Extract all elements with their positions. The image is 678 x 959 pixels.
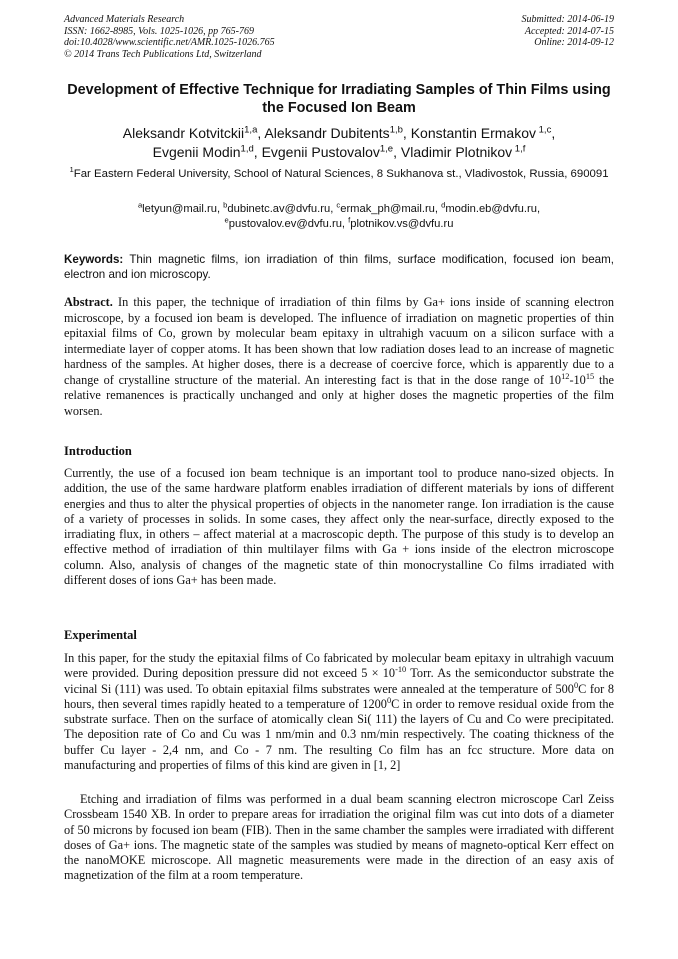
experimental-paragraph-1: In this paper, for the study the epitaxial films of Co fabricated by molecular beam epitaxy in ultrahigh vacuum were provided. During deposition pressure did not exceed $5 \times 10^{-10}$ Torr. As the semiconductor substrate the vicinal Si (111) was used. To obtain epitaxial films substrates were annealed at the temperature of $500^0C$ for 8 hours, then several times rapidly heated to a temperature of 1200$^0$C in order to remove residual oxide from the substrate surface. Then on the surface of atomically clean Si( 111) the layers of Cu and Co were precipitated. The deposition rate of Co and Cu was 1 nm/min and 0.3 nm/min respectively. The coating thickness of the buffer Cu layer - 2,4 nm, and Co - 7 nm. The resulting Co film has an fcc structure. More data on manufacturing and properties of films of this kind are given in [1, 2] <box>64 651 615 773</box>
keywords-label: Keywords: <box>64 253 124 266</box>
keywords-text: Thin magnetic films, ion irradiation of thin films, surface modification, focused ion beam, electron and ion microscopy. <box>64 253 614 281</box>
abstract-label: Abstract. <box>64 295 113 309</box>
journal-header <box>64 14 275 60</box>
copyright-line: © 2014 Trans Tech Publications Ltd, Switzerland <box>64 48 262 60</box>
introduction-heading: Introduction <box>64 444 132 458</box>
issn-line: ISSN: 1662-8985, Vols. 1025-1026, pp 765-769 <box>64 25 254 37</box>
email: $^a$letyun@mail.ru, <box>137 200 224 215</box>
author: Aleksandr Dubitents$^{1,b}$, <box>264 124 411 141</box>
paper-title: Development of Effective Technique for Irradiating Samples of Thin Films using the Focused Ion Beam <box>67 82 611 116</box>
author: Konstantin Ermakov $^{1,c}$, <box>410 124 556 141</box>
email: $^f$plotnikov.vs@dvfu.ru <box>348 215 454 230</box>
experimental-paragraph-2: Etching and irradiation of films was performed in a dual beam scanning electron microscope Carl Zeiss Crossbeam 1540 XB. In order to prepare areas for irradiation the original film was cut into dots of a diameter of 50 microns by focused ion beam (FIB). Then in the same chamber the samples were irradiated with different doses of Ga+ ions. The magnetic state of the samples was studied by means of magneto-optical Kerr effect on the nanoMOKE microscope. All magnetic measurements were made in the direction of an easy axis of magnetization of the film at a room temperature. <box>64 792 614 883</box>
email: $^e$pustovalov.ev@dvfu.ru, <box>224 215 349 230</box>
dates-header <box>522 14 615 49</box>
email-list <box>64 202 614 232</box>
author: Evgenii Modin$^{1,d}$, <box>152 143 262 160</box>
journal-name: Advanced Materials Research <box>64 14 185 25</box>
online-date: Online: 2014-09-12 <box>534 37 614 48</box>
keywords <box>64 252 614 282</box>
experimental-heading: Experimental <box>64 628 137 642</box>
submitted-date: Submitted: 2014-06-19 <box>521 14 614 25</box>
accepted-date: Accepted: 2014-07-15 <box>524 25 614 37</box>
email: $^b$dubinetc.av@dvfu.ru, <box>223 200 337 215</box>
author-list <box>64 124 614 162</box>
email: $^d$modin.eb@dvfu.ru, <box>441 200 541 215</box>
doi-line: doi:10.4028/www.scientific.net/AMR.1025-1026.765 <box>64 37 275 48</box>
affiliation: $^1$Far Eastern Federal University, School of Natural Sciences, 8 Sukhanova st., Vladivostok, Russia, 690091 <box>69 165 609 180</box>
introduction-text: Currently, the use of a focused ion beam technique is an important tool to produce nano-sized objects. In addition, the use of the same hardware platform enables irradiation of different materials by ions of different energies and thus to alter the physical properties of objects in the nanometer range. Ion irradiation is the cause of a variety of processes in solids. In some cases, they affect only the near-surface, directly exposed to the irradiating flux, in others – affect material at a macroscopic depth. The purpose of this study is to develop an effective method of irradiation of thin multilayer films with Ga + ions inside of the electron microscope column. Also, analysis of changes of the magnetic state of thin monocrystalline Co films irradiated with different doses of ions Ga+ has been made. <box>64 466 614 588</box>
author: Vladimir Plotnikov $^{1,f}$ <box>400 143 526 160</box>
abstract: Abstract. In this paper, the technique of irradiation of thin films by Ga+ ions inside of scanning electron microscope, by a focused ion beam is developed. The influence of irradiation on magnetic properties of thin epitaxial films of Co, grown by molecular beam epitaxy in ultrahigh vacuum on a silicon surface with a intermediate layer of copper atoms. It has been shown that low radiation doses lead to an increase of magnetic hardness of the samples. At higher doses, there is a decrease of coercive force, which is apparently due to a change of crystalline structure of the material. An interesting fact is that in the dose range of $10^{12}-10^{15}$ the relative remanences is practically unchanged and only at higher doses the magnetic properties of the film worsen. <box>64 295 614 418</box>
email: $^c$ermak_ph@mail.ru, <box>336 200 442 215</box>
author: Aleksandr Kotvitckii$^{1,a}$, <box>122 124 265 141</box>
author: Evgenii Pustovalov$^{1,e}$, <box>261 143 401 160</box>
